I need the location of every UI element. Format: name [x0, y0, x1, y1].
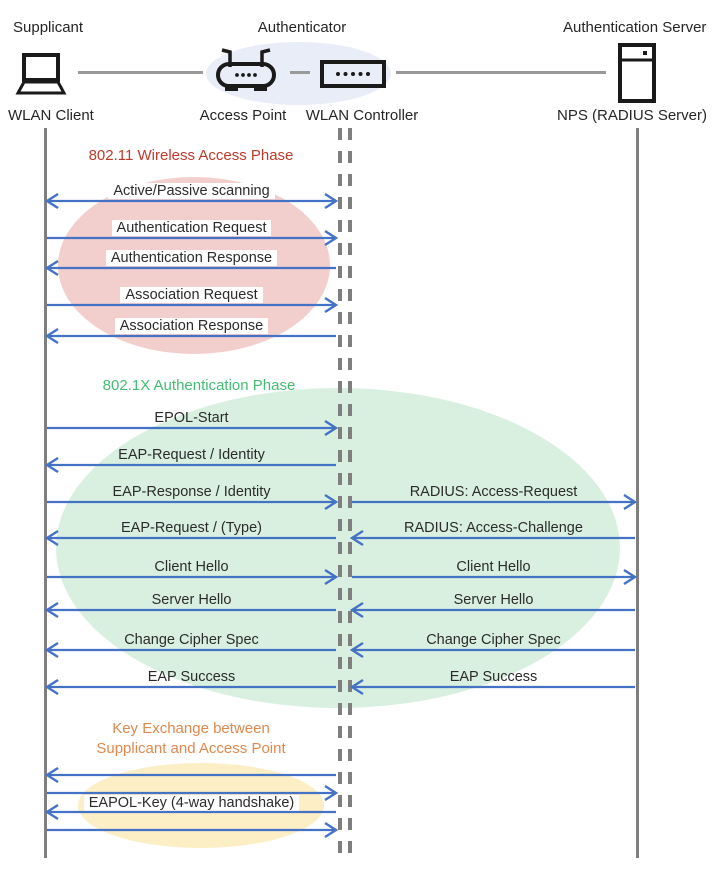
message-arrow [350, 641, 637, 659]
message-label: EAP-Request / Identity [118, 447, 265, 463]
phase1-title: 802.11 Wireless Access Phase [88, 147, 294, 164]
message-arrow [45, 641, 338, 659]
message-arrow [45, 601, 338, 619]
message-arrow [350, 678, 637, 696]
connector-line [290, 71, 310, 74]
lifeline-authenticator-right [348, 128, 352, 856]
message-arrow [45, 327, 338, 345]
connector-line [78, 71, 203, 74]
message-arrow [45, 568, 338, 586]
server-icon [618, 43, 656, 103]
message-arrow [45, 259, 338, 277]
message-label: EAP-Response / Identity [112, 484, 271, 500]
message-arrow [45, 296, 338, 314]
message-arrow [350, 493, 637, 511]
message-label: Server Hello [151, 592, 232, 608]
message-arrow [45, 803, 338, 821]
device-label-access-point: Access Point [199, 107, 287, 124]
message-arrow [45, 229, 338, 247]
message-arrow [45, 493, 338, 511]
message-label: Association Request [45, 287, 338, 303]
message-label: Authentication Response [45, 250, 338, 266]
message-arrow [45, 678, 338, 696]
message-label: Change Cipher Spec [124, 632, 259, 648]
message-arrow [45, 784, 338, 802]
message-label: Client Hello [154, 559, 229, 575]
message-label: Client Hello [456, 559, 531, 575]
message-label: EAP Success [147, 669, 236, 685]
message-label: EAP-Request / (Type) [120, 520, 263, 536]
message-label: EAP Success [449, 669, 538, 685]
device-label-wlan-controller: WLAN Controller [305, 107, 419, 124]
phase3-title-line2: Supplicant and Access Point [96, 740, 286, 757]
message-arrow [350, 601, 637, 619]
phase3-title [41, 719, 341, 759]
message-arrow [45, 766, 338, 784]
access-point-icon [214, 47, 278, 93]
message-arrow [350, 568, 637, 586]
phase3-title-line1: Key Exchange between [112, 720, 270, 737]
role-label-authenticator: Authenticator [257, 19, 347, 36]
role-label-authentication-server: Authentication Server [563, 19, 707, 36]
laptop-icon [12, 52, 70, 98]
message-arrow [45, 456, 338, 474]
message-label: Server Hello [453, 592, 534, 608]
message-arrow [350, 529, 637, 547]
message-label: EAPOL-Key (4-way handshake) [45, 795, 338, 811]
message-label: RADIUS: Access-Challenge [404, 520, 583, 536]
message-arrow [45, 419, 338, 437]
message-label: Change Cipher Spec [426, 632, 561, 648]
wlan-controller-icon [320, 60, 386, 88]
message-label: Active/Passive scanning [45, 183, 338, 199]
device-label-nps-radius-server: NPS (RADIUS Server) [556, 107, 708, 124]
phase2-title: 802.1X Authentication Phase [102, 377, 296, 394]
message-label: Authentication Request [45, 220, 338, 236]
message-label: RADIUS: Access-Request [409, 484, 578, 500]
message-label: Association Response [45, 318, 338, 334]
message-arrow [45, 192, 338, 210]
role-label-supplicant: Supplicant [13, 19, 84, 36]
message-arrow [45, 529, 338, 547]
message-arrow [45, 821, 338, 839]
message-label: EPOL-Start [154, 410, 229, 426]
connector-line [396, 71, 606, 74]
device-label-wlan-client: WLAN Client [8, 107, 94, 124]
